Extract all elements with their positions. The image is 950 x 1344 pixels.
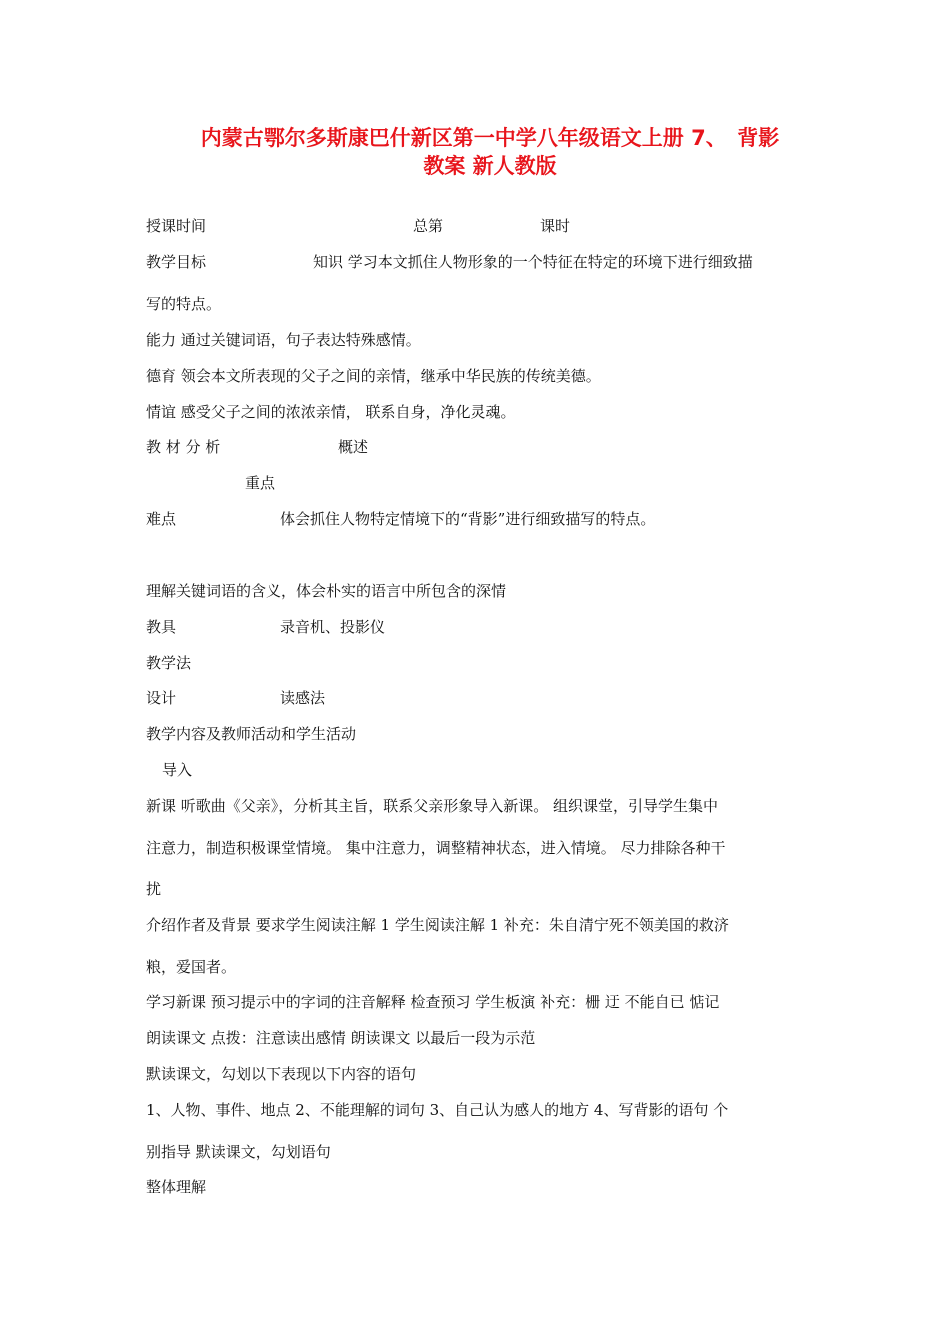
paragraph-line: 朗读课文 点拨：注意读出感情 朗读课文 以最后一段为示范 — [146, 1029, 536, 1047]
teaching-method-label: 教学法 — [146, 654, 192, 672]
paragraph-line: 新课 听歌曲《父亲》，分析其主旨，联系父亲形象导入新课。 组织课堂，引导学生集中 — [146, 797, 719, 815]
paragraph-line: 注意力，制造积极课堂情境。 集中注意力，调整精神状态，进入情境。 尽力排除各种干 — [146, 839, 726, 857]
teaching-aids-text: 录音机、投影仪 — [280, 618, 386, 636]
design-label: 设计 — [146, 689, 177, 707]
teaching-goals-label: 教学目标 — [146, 253, 207, 271]
document-title-line-2: 教案 新人教版 — [423, 154, 557, 178]
overview-label: 概述 — [338, 438, 369, 456]
content-heading: 教学内容及教师活动和学生活动 — [146, 725, 357, 743]
intro-label: 导入 — [162, 761, 193, 779]
design-text: 读感法 — [280, 689, 326, 707]
key-point-text: 理解关键词语的含义，体会朴实的语言中所包含的深情 — [146, 582, 507, 600]
paragraph-line: 介绍作者及背景 要求学生阅读注解 1 学生阅读注解 1 补充：朱自清宁死不领美国的救济 — [146, 916, 729, 934]
teaching-aids-label: 教具 — [146, 618, 177, 636]
paragraph-line: 别指导 默读课文，勾划语句 — [146, 1143, 331, 1161]
paragraph-line: 默读课文，勾划以下表现以下内容的语句 — [146, 1065, 417, 1083]
knowledge-goal-text: 知识 学习本文抓住人物形象的一个特征在特定的环境下进行细致描 — [313, 253, 753, 271]
difficulty-label: 难点 — [146, 510, 177, 528]
paragraph-line: 学习新课 预习提示中的字词的注音解释 检查预习 学生板演 补充：栅 迂 不能自已 惦记 — [146, 993, 720, 1011]
knowledge-goal-continued: 写的特点。 — [146, 295, 222, 313]
moral-goal: 德育 领会本文所表现的父子之间的亲情，继承中华民族的传统美德。 — [146, 367, 601, 385]
emotion-goal: 情谊 感受父子之间的浓浓亲情， 联系自身，净化灵魂。 — [146, 403, 516, 421]
paragraph-line: 1、人物、事件、地点 2、不能理解的词句 3、自己认为感人的地方 4、写背影的语句 个 — [146, 1101, 729, 1119]
material-analysis-label: 教 材 分 析 — [146, 438, 221, 456]
class-time-label: 授课时间 — [146, 217, 207, 235]
lesson-hours-label: 课时 — [540, 217, 571, 235]
paragraph-line: 整体理解 — [146, 1178, 207, 1196]
total-number-label: 总第 — [413, 217, 444, 235]
paragraph-line: 粮，爱国者。 — [146, 958, 237, 976]
key-point-label: 重点 — [245, 474, 276, 492]
document-title-line-1: 内蒙古鄂尔多斯康巴什新区第一中学八年级语文上册 7、 背影 — [200, 126, 780, 150]
difficulty-text: 体会抓住人物特定情境下的“背影”进行细致描写的特点。 — [280, 510, 656, 528]
ability-goal: 能力 通过关键词语，句子表达特殊感情。 — [146, 331, 421, 349]
paragraph-line: 扰 — [146, 880, 162, 898]
